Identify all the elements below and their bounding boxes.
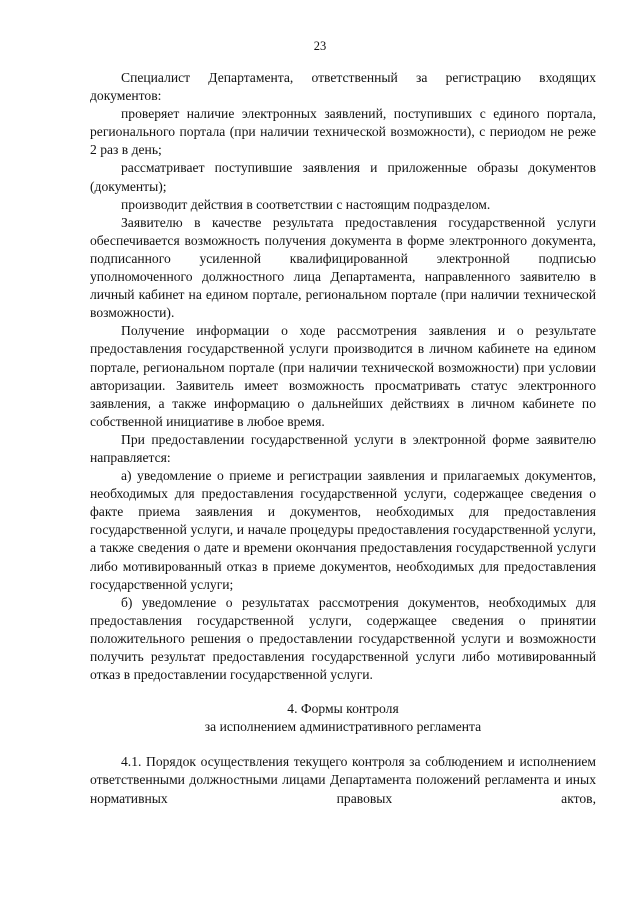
paragraph: а) уведомление о приеме и регистрации заявления и прилагаемых документов, необходимых для предоставления государственной услуги, содержащее сведения о факте приема заявления и документов, необходимых для предоставления государственной услуги, и начале процедуры предоставления государственной услуги, а также сведения о дате и времени окончания предоставления государственной услуги либо мотивированный отказ в приеме документов, необходимых для предоставления государственной услуги; <box>90 468 596 592</box>
paragraph: Специалист Департамента, ответственный за регистрацию входящих документов: <box>90 70 596 104</box>
paragraph: рассматривает поступившие заявления и приложенные образы документов (документы); <box>90 160 596 194</box>
page-number: 23 <box>313 39 327 53</box>
paragraph: производит действия в соответствии с настоящим подразделом. <box>121 196 491 212</box>
paragraph: б) уведомление о результатах рассмотрения документов, необходимых для предоставления государственной услуги, содержащее сведения о принятии положительного решения о предоставлении государственной услуги и возможности получить результат предоставления государственной услуги либо мотивированный отказ в предоставлении государственной услуги. <box>90 594 596 683</box>
paragraph: проверяет наличие электронных заявлений, поступивших с единого портала, регионального портала (при наличии технической возможности), с периодом не реже 2 раз в день; <box>90 106 596 158</box>
paragraph: Получение информации о ходе рассмотрения заявления и о результате предоставления государственной услуги производится в личном кабинете на едином портале, региональном портале (при наличии технической возможности) при условии авторизации. Заявитель имеет возможность просматривать статус электронного заявления, а также информацию о дальнейших действиях в личном кабинете по собственной инициативе в любое время. <box>90 323 596 429</box>
section-heading: 4. Формы контроля <box>287 701 399 717</box>
paragraph: При предоставлении государственной услуги в электронной форме заявителю направляется: <box>90 431 596 465</box>
section-subheading: за исполнением административного регламента <box>204 719 482 735</box>
document-body <box>90 69 596 808</box>
paragraph: Заявителю в качестве результата предоставления государственной услуги обеспечивается возможность получения документа в форме электронного документа, подписанного усиленной квалифицированной электронной подписью уполномоченного должностного лица Департамента, направленного заявителю в личный кабинет на едином портале, региональном портале (при наличии технической возможности). <box>90 214 596 321</box>
section-paragraph: 4.1. Порядок осуществления текущего контроля за соблюдением и исполнением ответственными должностными лицами Департамента положений регламента и иных нормативных правовых актов, <box>90 754 596 806</box>
